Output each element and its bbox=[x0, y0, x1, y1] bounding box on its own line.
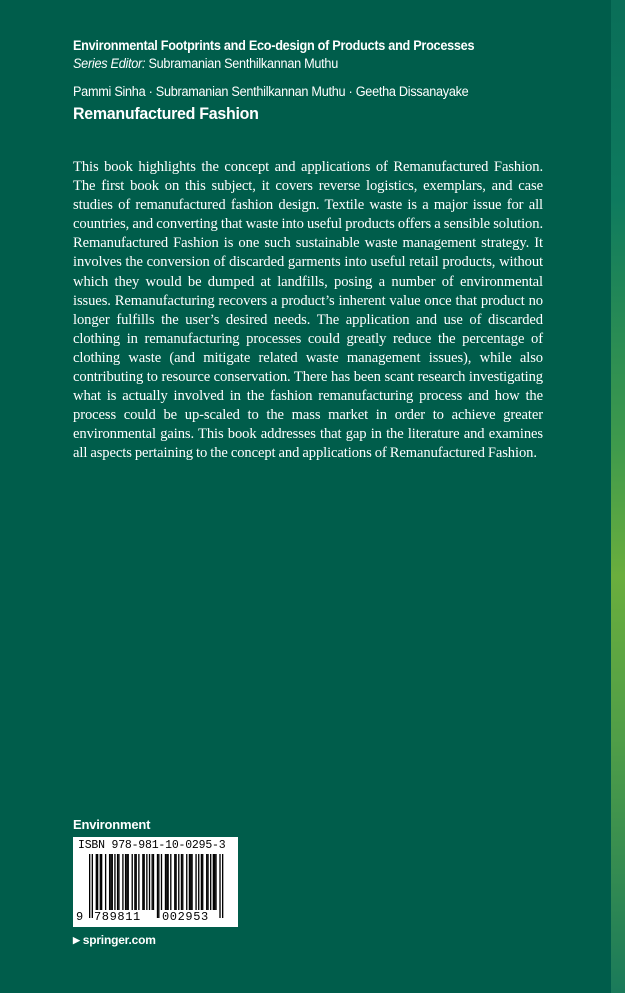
publisher-url: springer.com bbox=[82, 933, 156, 947]
series-editor-name: Subramanian Senthilkannan Muthu bbox=[148, 56, 338, 71]
ean-left-digits: 789811 bbox=[94, 910, 141, 924]
series-editor-label: Series Editor: bbox=[73, 56, 146, 71]
barcode-bars bbox=[89, 854, 225, 918]
book-description: This book highlights the concept and applications of Remanufactured Fashion. The first book on this subject, it covers reverse logistics, exemplars, and case studies of remanufactured fashion design. Textile waste is a major issue for all countries, and converting that waste into useful products offers a sensible solution. Remanufactured Fashion is one such sustainable waste management strategy. It involves the conversion of discarded garments into useful retail products, without which they would be dumped at landfills, posing a number of environmental issues. Remanufacturing recovers a product’s inherent value once that product no longer fulfills the user’s desired needs. The application and use of discarded clothing in remanufacturing processes could greatly reduce the percentage of clothing waste (and mitigate related waste management issues), while also contributing to resource conservation. There has been scant research investigating what is actually involved in the fashion remanufacturing process and how the process could be up-scaled to the mass market in order to achieve greater environmental gains. This book addresses that gap in the literature and examines all aspects pertaining to the concept and applications of Remanufactured Fashion. bbox=[73, 159, 543, 462]
ean-first-digit: 9 bbox=[76, 910, 84, 924]
series-header bbox=[73, 37, 593, 73]
isbn-barcode bbox=[73, 837, 238, 927]
subject-category: Environment bbox=[73, 817, 151, 832]
series-title: Environmental Footprints and Eco-design of Products and Processes bbox=[73, 38, 475, 53]
book-authors: Pammi Sinha · Subramanian Senthilkannan Muthu · Geetha Dissanayake bbox=[73, 84, 469, 99]
series-editor bbox=[73, 55, 562, 73]
spine-color-strip bbox=[611, 0, 625, 993]
book-title: Remanufactured Fashion bbox=[73, 104, 259, 123]
ean-right-digits: 002953 bbox=[162, 910, 209, 924]
arrow-right-icon: ▶ bbox=[73, 934, 80, 945]
isbn-label: ISBN 978-981-10-0295-3 bbox=[78, 839, 226, 852]
publisher-link[interactable] bbox=[73, 933, 156, 947]
